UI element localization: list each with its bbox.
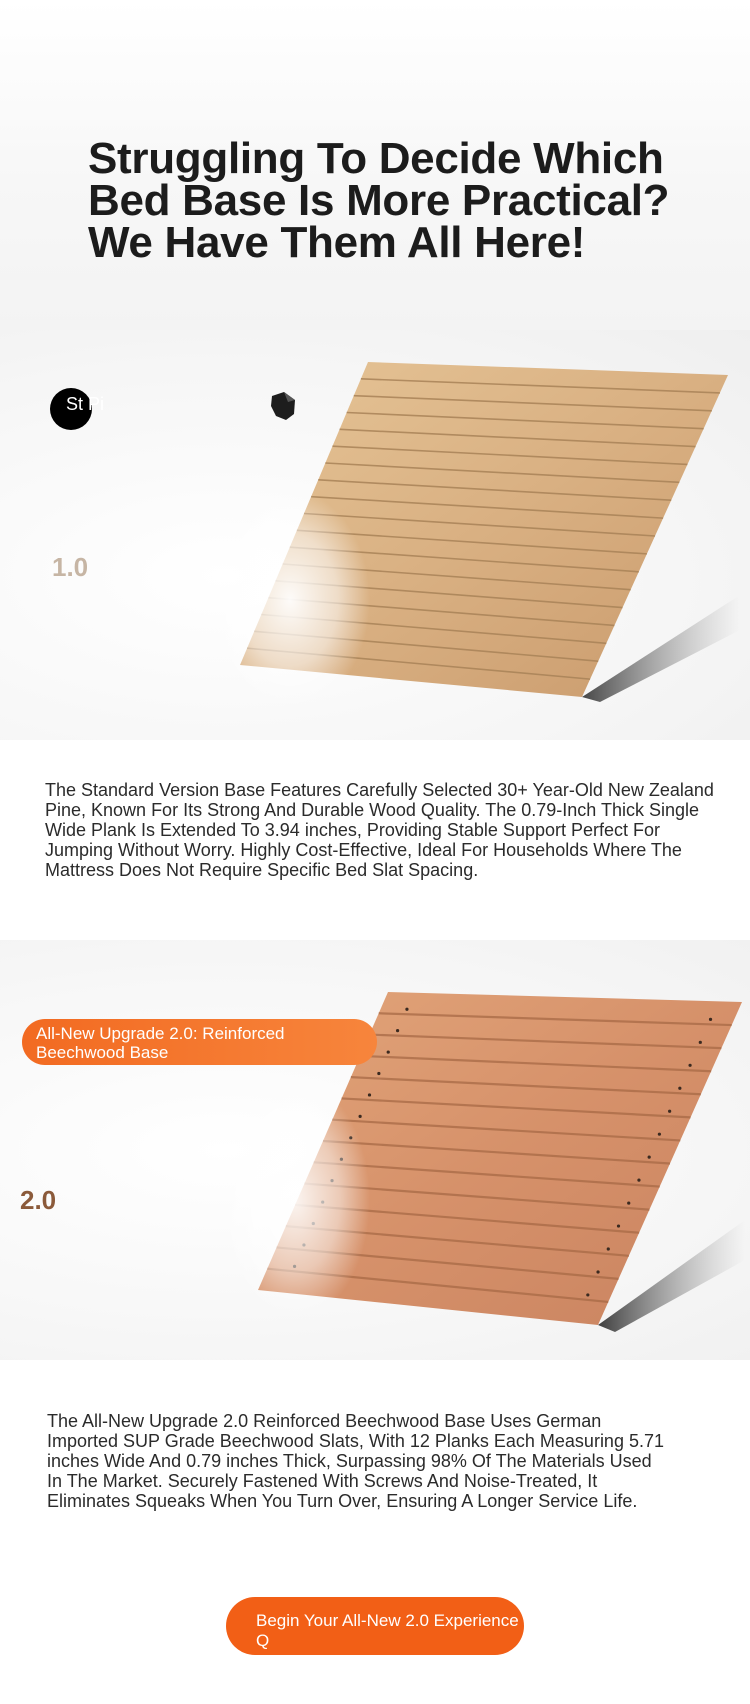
hero-section [0, 0, 750, 330]
screw-dot [596, 1270, 599, 1273]
stone-icon [268, 390, 298, 422]
screw-dot [668, 1110, 671, 1113]
screw-dot [688, 1064, 691, 1067]
screw-dot [699, 1041, 702, 1044]
version-label-1: 1.0 [52, 552, 89, 582]
headline-line-2: Bed Base Is More Practical? [88, 176, 670, 225]
screw-dot [648, 1156, 651, 1159]
screw-dot [359, 1115, 362, 1118]
screw-dot [678, 1087, 681, 1090]
upgrade-base-section [0, 940, 750, 1360]
standard-base-section [0, 330, 750, 740]
screw-dot [387, 1050, 390, 1053]
upgrade-description: The All-New Upgrade 2.0 Reinforced Beechwood Base Uses German Imported SUP Grade Beechwood Slats, With 12 Planks Each Measuring 5.71 inches Wide And 0.79 inches Thick, Surpassing 98% Of The Materials Used In The Market. Securely Fastened With Screws And Noise-Treated, It Eliminates Squeaks When You Turn Over, Ensuring A Longer Service Life. [47, 1411, 664, 1511]
beechwood-bed-base-image [0, 940, 750, 1360]
headline-line-3: We Have Them All Here! [88, 218, 586, 267]
page-title [88, 134, 688, 267]
standard-description: The Standard Version Base Features Carefully Selected 30+ Year-Old New Zealand Pine, Known For Its Strong And Durable Wood Quality. The 0.79-Inch Thick Single Wide Plank Is Extended To 3.94 inches, Providing Stable Support Perfect For Jumping Without Worry. Highly Cost-Effective, Ideal For Households Where The Mattress Does Not Require Specific Bed Slat Spacing. [45, 780, 714, 880]
screw-dot [586, 1293, 589, 1296]
pine-bed-base-image [0, 330, 750, 740]
begin-experience-button[interactable]: Begin Your All-New 2.0 Experience Q [226, 1597, 524, 1655]
screw-dot [607, 1247, 610, 1250]
upgrade-badge: All-New Upgrade 2.0: Reinforced Beechwood Base [22, 1019, 377, 1065]
version-label-2: 2.0 [20, 1185, 57, 1215]
headline-line-1: Struggling To Decide Which [88, 134, 664, 183]
screw-dot [396, 1029, 399, 1032]
screw-dot [627, 1201, 630, 1204]
screw-dot [617, 1224, 620, 1227]
screw-dot [377, 1072, 380, 1075]
screw-dot [637, 1179, 640, 1182]
screw-dot [658, 1133, 661, 1136]
screw-dot [709, 1018, 712, 1021]
standard-badge: St Pi [50, 388, 92, 430]
screw-dot [368, 1093, 371, 1096]
screw-dot [405, 1008, 408, 1011]
